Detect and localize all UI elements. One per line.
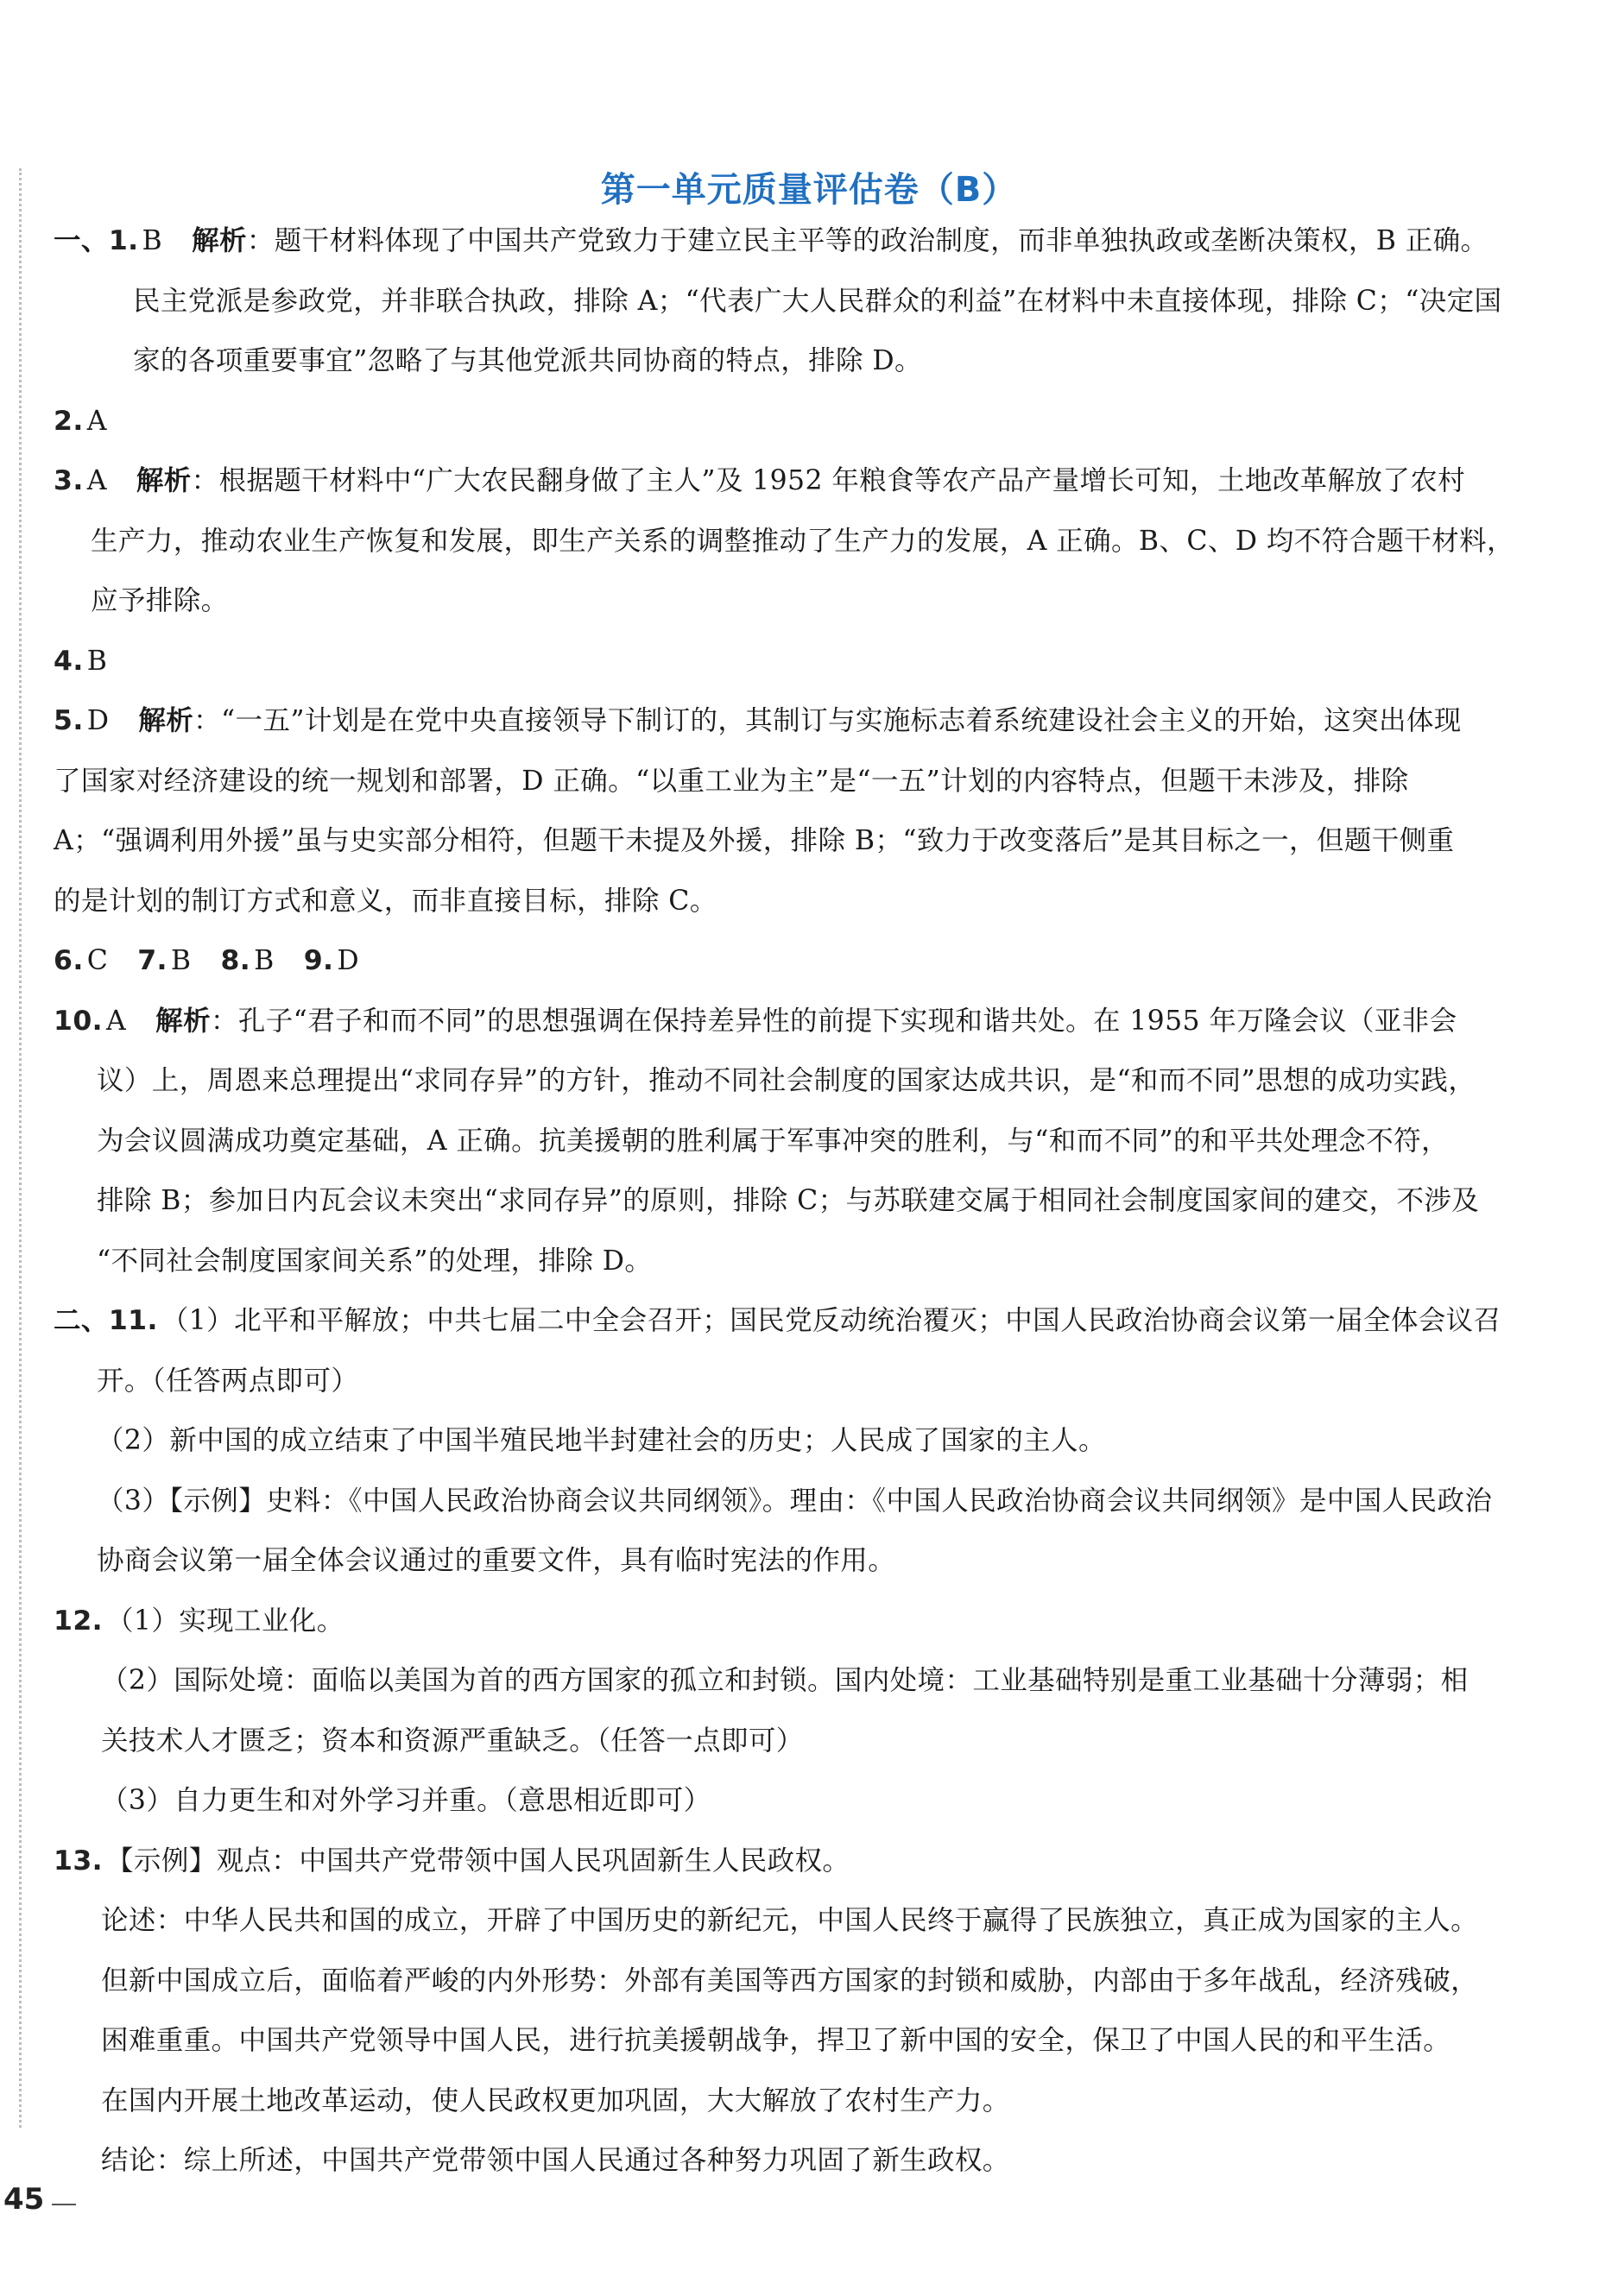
question-number: 9.	[303, 945, 334, 976]
answer-text: 开。（任答两点即可）	[97, 1365, 359, 1397]
answer-line	[54, 211, 1513, 272]
answer-text: A；“强调利用外援”虽与史实部分相符，但题干未提及外援，排除 B；“致力于改变落后”是其目标之一，但题干侧重	[54, 825, 1455, 856]
answer-line	[54, 691, 1513, 752]
analysis-label: 解析	[138, 705, 194, 736]
answer-text: D	[337, 945, 360, 976]
analysis-label: 解析	[192, 225, 247, 256]
answer-text: 结论：综上所述，中国共产党带领中国人民通过各种努力巩固了新生政权。	[101, 2145, 1010, 2176]
answer-text: 应予排除。	[91, 585, 229, 616]
question-number: 4.	[54, 645, 84, 677]
question-number: 8.	[220, 945, 251, 976]
answer-line	[54, 1411, 1513, 1472]
answer-line	[54, 1952, 1513, 2012]
question-number: 6.	[54, 945, 84, 976]
answer-text: 为会议圆满成功奠定基础，A 正确。抗美援朝的胜利属于军事冲突的胜利，与“和而不同”的和平共处理念不符，	[97, 1125, 1449, 1157]
answer-line	[54, 571, 1513, 632]
question-number: 11.	[108, 1305, 158, 1336]
answer-text: ：孔子“君子和而不同”的思想强调在保持差异性的前提下实现和谐共处。在 1955 年万隆会议（亚非会	[210, 1005, 1457, 1037]
answer-line	[54, 1051, 1513, 1112]
answer-line	[54, 2011, 1513, 2072]
section-marker: 一、	[54, 225, 109, 256]
answer-text: B	[86, 645, 108, 677]
page-title: 第一单元质量评估卷（B）	[600, 170, 1018, 210]
answer-text: 生产力，推动农业生产恢复和发展，即生产关系的调整推动了生产力的发展，A 正确。B、C、D 均不符合题干材料，	[91, 525, 1514, 557]
answer-line	[54, 872, 1513, 932]
answer-text: 在国内开展土地改革运动，使人民政权更加巩固，大大解放了农村生产力。	[101, 2085, 1010, 2116]
answer-line	[54, 272, 1513, 332]
question-number: 1.	[108, 225, 139, 256]
question-number: 2.	[54, 405, 84, 437]
answer-text: 困难重重。中国共产党领导中国人民，进行抗美援朝战争，捍卫了新中国的安全，保卫了中国人民的和平生活。	[101, 2025, 1451, 2056]
answer-text: 家的各项重要事宜”忽略了与其他党派共同协商的特点，排除 D。	[133, 345, 922, 376]
answer-text: B	[254, 945, 275, 976]
answer-line	[54, 1472, 1513, 1532]
answer-line	[54, 2072, 1513, 2132]
answer-line	[54, 1171, 1513, 1232]
answer-text: 排除 B；参加日内瓦会议未突出“求同存异”的原则，排除 C；与苏联建交属于相同社会制度国家间的建交，不涉及	[97, 1185, 1480, 1216]
answer-text: （3）【示例】史料：《中国人民政治协商会议共同纲领》。理由：《中国人民政治协商会议共同纲领》是中国人民政治	[97, 1485, 1493, 1517]
answer-line	[54, 752, 1513, 812]
answer-choice: A	[106, 1005, 127, 1037]
answer-text: 论述：中华人民共和国的成立，开辟了中国历史的新纪元，中国人民终于赢得了民族独立，真正成为国家的主人。	[101, 1905, 1479, 1936]
answer-text: B	[170, 945, 192, 976]
answer-choice: D	[86, 705, 110, 736]
answer-text: （1）北平和平解放；中共七届二中全会召开；国民党反动统治覆灭；中国人民政治协商会议第一届全体会议召	[161, 1305, 1501, 1336]
section-marker: 二、	[54, 1305, 109, 1336]
analysis-label: 解析	[155, 1005, 211, 1037]
question-number: 12.	[54, 1605, 104, 1637]
answer-text: （1）实现工业化。	[106, 1605, 344, 1637]
margin-dotted-line	[19, 168, 22, 2128]
answer-line	[54, 331, 1513, 392]
question-number: 3.	[54, 465, 84, 496]
answer-line	[54, 1592, 1513, 1652]
answer-text: “不同社会制度国家间关系”的处理，排除 D。	[97, 1245, 653, 1277]
answer-line	[54, 451, 1513, 512]
answer-text: ：“一五”计划是在党中央直接领导下制订的，其制订与实施标志着系统建设社会主义的开始，这突出体现	[193, 705, 1462, 736]
answer-line	[54, 1712, 1513, 1772]
answer-text: 【示例】观点：中国共产党带领中国人民巩固新生人民政权。	[106, 1845, 850, 1877]
answer-choice: A	[86, 465, 107, 496]
answer-line	[54, 1112, 1513, 1172]
answer-line	[54, 512, 1513, 572]
answer-text: （2）国际处境：面临以美国为首的西方国家的孤立和封锁。国内处境：工业基础特别是重工业基础十分薄弱；相	[101, 1665, 1469, 1696]
answer-text: C	[86, 945, 109, 976]
answer-choice: B	[142, 225, 163, 256]
answer-line	[54, 1531, 1513, 1592]
answer-text: （2）新中国的成立结束了中国半殖民地半封建社会的历史；人民成了国家的主人。	[97, 1425, 1106, 1456]
answer-text: 民主党派是参政党，并非联合执政，排除 A；“代表广大人民群众的利益”在材料中未直接体现，排除 C；“决定国	[133, 285, 1502, 317]
answer-line	[54, 992, 1513, 1052]
analysis-label: 解析	[136, 465, 192, 496]
answer-text: 协商会议第一届全体会议通过的重要文件，具有临时宪法的作用。	[97, 1545, 896, 1576]
question-number: 13.	[54, 1845, 104, 1877]
answer-text: ：题干材料体现了中国共产党致力于建立民主平等的政治制度，而非单独执政或垄断决策权，B 正确。	[246, 225, 1488, 256]
answer-line	[54, 1651, 1513, 1712]
page-number-rule	[52, 2204, 76, 2205]
answer-text: 的是计划的制订方式和意义，而非直接目标，排除 C。	[54, 885, 717, 917]
answer-text: 议）上，周恩来总理提出“求同存异”的方针，推动不同社会制度的国家达成共识，是“和而不同”思想的成功实践，	[97, 1065, 1476, 1096]
answer-content	[54, 211, 1513, 2192]
answer-line	[54, 1891, 1513, 1952]
question-number: 10.	[54, 1005, 104, 1037]
answer-line	[54, 1352, 1513, 1412]
answer-line	[54, 1771, 1513, 1832]
question-number: 7.	[137, 945, 167, 976]
answer-line	[54, 811, 1513, 872]
answer-text: 了国家对经济建设的统一规划和部署，D 正确。“以重工业为主”是“一五”计划的内容特点，但题干未涉及，排除	[54, 765, 1409, 797]
answer-line	[54, 632, 1513, 692]
answer-line	[54, 2131, 1513, 2192]
answer-line	[54, 392, 1513, 452]
answer-text: 但新中国成立后，面临着严峻的内外形势：外部有美国等西方国家的封锁和威胁，内部由于多年战乱，经济残破，	[101, 1965, 1479, 1996]
answer-text: ：根据题干材料中“广大农民翻身做了主人”及 1952 年粮食等农产品产量增长可知，土地改革解放了农村	[191, 465, 1466, 496]
question-number: 5.	[54, 705, 84, 736]
answer-line	[54, 1291, 1513, 1352]
answer-line	[54, 931, 1513, 992]
answer-text: （3）自力更生和对外学习并重。（意思相近即可）	[101, 1785, 711, 1816]
answer-line	[54, 1232, 1513, 1292]
answer-line	[54, 1832, 1513, 1892]
page-number: 45	[3, 2182, 45, 2217]
answer-text: 关技术人才匮乏；资本和资源严重缺乏。（任答一点即可）	[101, 1725, 804, 1757]
answer-text: A	[86, 405, 107, 437]
